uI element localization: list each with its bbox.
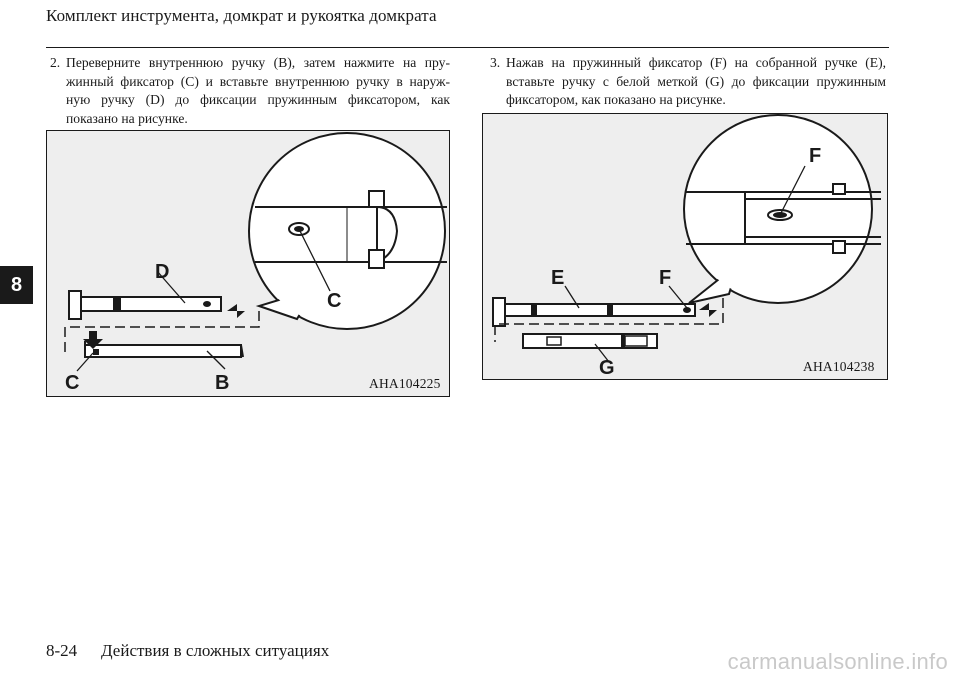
figure-2-illustration — [483, 114, 887, 379]
figure-2-id: AHA104238 — [803, 359, 875, 374]
step-3-text — [506, 54, 886, 110]
figure-handle-assembly-step2 — [46, 130, 450, 397]
step-3-number: 3. — [490, 55, 501, 70]
label-c-zoom: C — [327, 290, 342, 312]
figure-handle-assembly-step3 — [482, 113, 888, 380]
step-3-line: Нажав на пружинный фиксатор (F) на собранной ручке (E), — [506, 55, 886, 70]
step-2-line: Переверните внутреннюю ручку (B), затем нажмите на пру- — [66, 55, 450, 70]
chapter-tab[interactable]: 8 — [0, 266, 33, 304]
running-header: Комплект инструмента, домкрат и рукоятка домкрата — [46, 6, 437, 25]
step-2 — [50, 54, 450, 128]
label-f-zoom: F — [809, 145, 822, 167]
watermark: carmanualsonline.info — [727, 649, 948, 674]
label-f: F — [659, 267, 672, 289]
step-3-line: фиксатором, как показано на рисунке. — [506, 92, 726, 107]
label-c: C — [65, 372, 80, 394]
label-g: G — [599, 357, 615, 379]
label-e: E — [551, 267, 565, 289]
step-3-line: вставьте ручку с белой меткой (G) до фиксации пружинным — [506, 73, 886, 89]
step-2-number: 2. — [50, 55, 61, 70]
step-2-text — [66, 54, 450, 128]
step-2-line: ную ручку (D) до фиксации пружинным фиксатором, как — [66, 92, 450, 107]
page-number: 8-24 — [46, 641, 78, 660]
step-2-line: жинный фиксатор (C) и вставьте внутреннюю ручку в наруж- — [66, 73, 450, 89]
label-b: B — [215, 372, 230, 394]
figure-1-id: AHA104225 — [369, 376, 441, 391]
label-d: D — [155, 261, 170, 283]
section-title: Действия в сложных ситуациях — [101, 641, 330, 660]
step-3 — [490, 54, 886, 110]
step-2-line: показано на рисунке. — [66, 110, 188, 126]
figure-1-illustration — [47, 131, 449, 396]
header-rule — [46, 47, 889, 48]
